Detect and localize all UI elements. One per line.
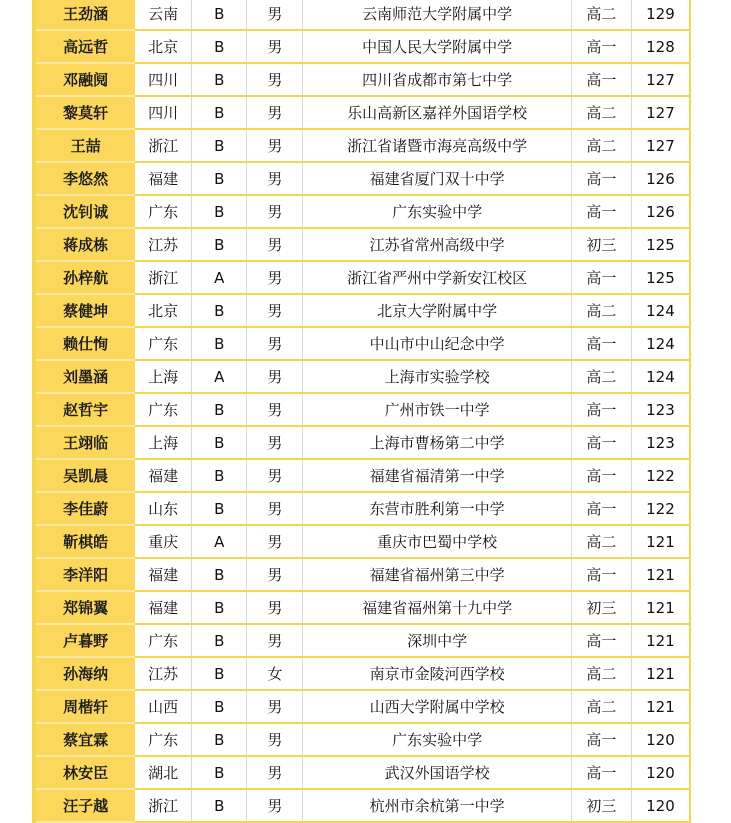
province-cell: 广东	[135, 723, 192, 756]
student-name-cell: 邓融阋	[36, 63, 135, 96]
gender-cell: 男	[247, 96, 303, 129]
student-name-cell: 刘墨涵	[36, 360, 135, 393]
score-cell: 121	[631, 558, 689, 591]
school-cell: 福建省福清第一中学	[303, 459, 571, 492]
school-cell: 上海市实验学校	[303, 360, 571, 393]
table-row	[36, 261, 689, 294]
score-cell: 129	[631, 0, 689, 30]
results-table	[36, 0, 689, 823]
grade-cell: 高二	[571, 525, 631, 558]
table-row	[36, 162, 689, 195]
table-row	[36, 723, 689, 756]
student-name-cell: 孙海纳	[36, 657, 135, 690]
grade-cell: 高二	[571, 96, 631, 129]
grade-cell: 高一	[571, 723, 631, 756]
table-row	[36, 228, 689, 261]
gender-cell: 男	[247, 162, 303, 195]
student-name-cell: 周楷轩	[36, 690, 135, 723]
school-cell: 中山市中山纪念中学	[303, 327, 571, 360]
score-cell: 121	[631, 690, 689, 723]
province-cell: 山西	[135, 690, 192, 723]
gender-cell: 男	[247, 129, 303, 162]
student-name-cell: 李悠然	[36, 162, 135, 195]
table-row	[36, 393, 689, 426]
school-cell: 上海市曹杨第二中学	[303, 426, 571, 459]
score-cell: 120	[631, 756, 689, 789]
grade-cell: 高一	[571, 63, 631, 96]
province-cell: 湖北	[135, 756, 192, 789]
group-cell: B	[192, 723, 247, 756]
table-row	[36, 492, 689, 525]
gender-cell: 男	[247, 327, 303, 360]
table-row	[36, 789, 689, 822]
province-cell: 云南	[135, 0, 192, 30]
school-cell: 广东实验中学	[303, 723, 571, 756]
province-cell: 浙江	[135, 789, 192, 822]
score-cell: 125	[631, 261, 689, 294]
grade-cell: 初三	[571, 789, 631, 822]
group-cell: B	[192, 657, 247, 690]
score-cell: 121	[631, 525, 689, 558]
table-row	[36, 327, 689, 360]
table-row	[36, 0, 689, 30]
score-cell: 127	[631, 63, 689, 96]
province-cell: 浙江	[135, 261, 192, 294]
table-row	[36, 690, 689, 723]
group-cell: B	[192, 63, 247, 96]
group-cell: B	[192, 129, 247, 162]
gender-cell: 男	[247, 294, 303, 327]
group-cell: B	[192, 195, 247, 228]
student-name-cell: 靳棋皓	[36, 525, 135, 558]
province-cell: 上海	[135, 360, 192, 393]
province-cell: 江苏	[135, 657, 192, 690]
province-cell: 北京	[135, 294, 192, 327]
gender-cell: 男	[247, 690, 303, 723]
grade-cell: 高二	[571, 657, 631, 690]
group-cell: B	[192, 624, 247, 657]
table-row	[36, 294, 689, 327]
group-cell: B	[192, 162, 247, 195]
grade-cell: 高二	[571, 690, 631, 723]
school-cell: 东营市胜利第一中学	[303, 492, 571, 525]
gender-cell: 男	[247, 492, 303, 525]
province-cell: 广东	[135, 624, 192, 657]
gender-cell: 男	[247, 228, 303, 261]
school-cell: 福建省福州第三中学	[303, 558, 571, 591]
table-row	[36, 657, 689, 690]
student-name-cell: 高远哲	[36, 30, 135, 63]
group-cell: B	[192, 756, 247, 789]
grade-cell: 高一	[571, 558, 631, 591]
gender-cell: 男	[247, 426, 303, 459]
score-cell: 126	[631, 195, 689, 228]
school-cell: 福建省厦门双十中学	[303, 162, 571, 195]
province-cell: 山东	[135, 492, 192, 525]
group-cell: B	[192, 393, 247, 426]
group-cell: B	[192, 591, 247, 624]
table-row	[36, 591, 689, 624]
student-name-cell: 郑锦翼	[36, 591, 135, 624]
student-name-cell: 王劲涵	[36, 0, 135, 30]
score-cell: 125	[631, 228, 689, 261]
province-cell: 广东	[135, 327, 192, 360]
table-row	[36, 30, 689, 63]
school-cell: 四川省成都市第七中学	[303, 63, 571, 96]
student-name-cell: 卢暮野	[36, 624, 135, 657]
province-cell: 广东	[135, 393, 192, 426]
score-cell: 121	[631, 624, 689, 657]
group-cell: B	[192, 0, 247, 30]
group-cell: A	[192, 360, 247, 393]
table-row	[36, 96, 689, 129]
student-name-cell: 蒋成栋	[36, 228, 135, 261]
school-cell: 江苏省常州高级中学	[303, 228, 571, 261]
school-cell: 深圳中学	[303, 624, 571, 657]
table-row	[36, 63, 689, 96]
student-name-cell: 王喆	[36, 129, 135, 162]
school-cell: 北京大学附属中学	[303, 294, 571, 327]
grade-cell: 高一	[571, 756, 631, 789]
table-row	[36, 624, 689, 657]
group-cell: B	[192, 789, 247, 822]
school-cell: 杭州市余杭第一中学	[303, 789, 571, 822]
province-cell: 四川	[135, 63, 192, 96]
province-cell: 北京	[135, 30, 192, 63]
student-name-cell: 李佳蔚	[36, 492, 135, 525]
group-cell: B	[192, 426, 247, 459]
student-name-cell: 黎莫轩	[36, 96, 135, 129]
score-cell: 124	[631, 327, 689, 360]
province-cell: 江苏	[135, 228, 192, 261]
group-cell: B	[192, 492, 247, 525]
table-row	[36, 756, 689, 789]
school-cell: 云南师范大学附属中学	[303, 0, 571, 30]
score-cell: 122	[631, 492, 689, 525]
gender-cell: 男	[247, 525, 303, 558]
student-name-cell: 赵哲宇	[36, 393, 135, 426]
group-cell: B	[192, 459, 247, 492]
gender-cell: 男	[247, 63, 303, 96]
group-cell: B	[192, 96, 247, 129]
gender-cell: 男	[247, 558, 303, 591]
grade-cell: 初三	[571, 228, 631, 261]
group-cell: A	[192, 261, 247, 294]
province-cell: 上海	[135, 426, 192, 459]
student-name-cell: 汪子越	[36, 789, 135, 822]
grade-cell: 高一	[571, 393, 631, 426]
table-row	[36, 459, 689, 492]
grade-cell: 高一	[571, 492, 631, 525]
table-row	[36, 195, 689, 228]
score-cell: 123	[631, 426, 689, 459]
province-cell: 福建	[135, 162, 192, 195]
grade-cell: 初三	[571, 591, 631, 624]
province-cell: 福建	[135, 459, 192, 492]
student-name-cell: 李洋阳	[36, 558, 135, 591]
student-name-cell: 林安臣	[36, 756, 135, 789]
score-cell: 120	[631, 723, 689, 756]
table-row	[36, 525, 689, 558]
grade-cell: 高一	[571, 195, 631, 228]
table-row	[36, 558, 689, 591]
score-cell: 123	[631, 393, 689, 426]
grade-cell: 高一	[571, 624, 631, 657]
school-cell: 浙江省严州中学新安江校区	[303, 261, 571, 294]
group-cell: A	[192, 525, 247, 558]
school-cell: 乐山高新区嘉祥外国语学校	[303, 96, 571, 129]
gender-cell: 男	[247, 261, 303, 294]
group-cell: B	[192, 228, 247, 261]
score-cell: 126	[631, 162, 689, 195]
school-cell: 广州市铁一中学	[303, 393, 571, 426]
school-cell: 中国人民大学附属中学	[303, 30, 571, 63]
score-cell: 124	[631, 294, 689, 327]
score-cell: 121	[631, 591, 689, 624]
province-cell: 浙江	[135, 129, 192, 162]
province-cell: 福建	[135, 591, 192, 624]
table-row	[36, 129, 689, 162]
student-name-cell: 孙梓航	[36, 261, 135, 294]
score-cell: 124	[631, 360, 689, 393]
results-table-body	[36, 0, 689, 822]
grade-cell: 高二	[571, 294, 631, 327]
school-cell: 浙江省诸暨市海亮高级中学	[303, 129, 571, 162]
grade-cell: 高一	[571, 30, 631, 63]
school-cell: 重庆市巴蜀中学校	[303, 525, 571, 558]
group-cell: B	[192, 30, 247, 63]
school-cell: 南京市金陵河西学校	[303, 657, 571, 690]
score-cell: 128	[631, 30, 689, 63]
province-cell: 广东	[135, 195, 192, 228]
gender-cell: 男	[247, 756, 303, 789]
group-cell: B	[192, 690, 247, 723]
group-cell: B	[192, 294, 247, 327]
student-name-cell: 王翊临	[36, 426, 135, 459]
student-name-cell: 蔡健坤	[36, 294, 135, 327]
province-cell: 四川	[135, 96, 192, 129]
gender-cell: 男	[247, 789, 303, 822]
province-cell: 福建	[135, 558, 192, 591]
grade-cell: 高一	[571, 426, 631, 459]
grade-cell: 高二	[571, 129, 631, 162]
table-row	[36, 426, 689, 459]
school-cell: 山西大学附属中学校	[303, 690, 571, 723]
gender-cell: 男	[247, 0, 303, 30]
gender-cell: 男	[247, 393, 303, 426]
table-row	[36, 360, 689, 393]
student-name-cell: 蔡宜霖	[36, 723, 135, 756]
gender-cell: 男	[247, 360, 303, 393]
gender-cell: 女	[247, 657, 303, 690]
student-name-cell: 赖仕恂	[36, 327, 135, 360]
gender-cell: 男	[247, 624, 303, 657]
score-cell: 121	[631, 657, 689, 690]
gender-cell: 男	[247, 459, 303, 492]
gender-cell: 男	[247, 723, 303, 756]
score-cell: 120	[631, 789, 689, 822]
gender-cell: 男	[247, 195, 303, 228]
gender-cell: 男	[247, 591, 303, 624]
score-cell: 127	[631, 129, 689, 162]
school-cell: 福建省福州第十九中学	[303, 591, 571, 624]
grade-cell: 高二	[571, 360, 631, 393]
student-name-cell: 吴凯晨	[36, 459, 135, 492]
group-cell: B	[192, 327, 247, 360]
grade-cell: 高一	[571, 459, 631, 492]
score-cell: 122	[631, 459, 689, 492]
school-cell: 广东实验中学	[303, 195, 571, 228]
student-name-cell: 沈钊诚	[36, 195, 135, 228]
results-table-container	[36, 0, 691, 823]
group-cell: B	[192, 558, 247, 591]
grade-cell: 高一	[571, 162, 631, 195]
province-cell: 重庆	[135, 525, 192, 558]
gender-cell: 男	[247, 30, 303, 63]
school-cell: 武汉外国语学校	[303, 756, 571, 789]
score-cell: 127	[631, 96, 689, 129]
grade-cell: 高一	[571, 261, 631, 294]
grade-cell: 高一	[571, 327, 631, 360]
grade-cell: 高二	[571, 0, 631, 30]
